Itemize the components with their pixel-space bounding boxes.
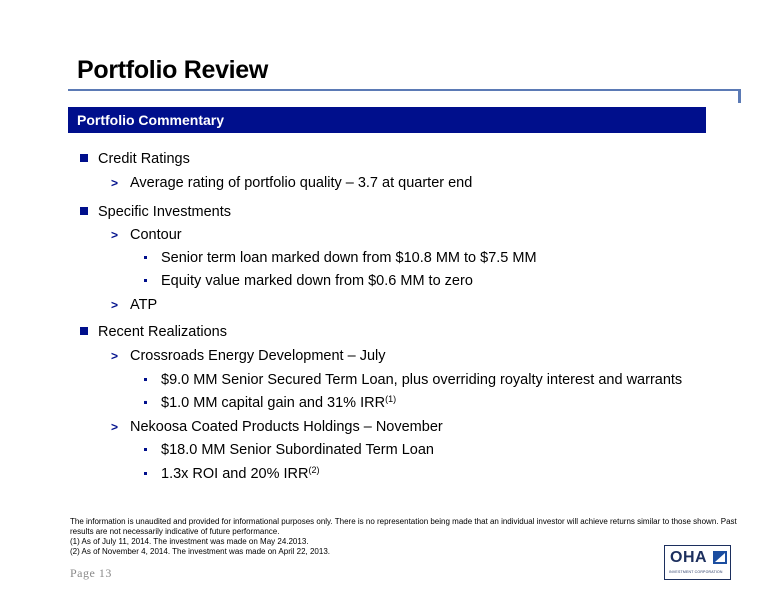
- disclaimer-text: The information is unaudited and provided for informational purposes only. There is no representation being made that an individual investor will achieve returns similar to those shown. Past results are not necessarily indicative of future performance.: [70, 517, 737, 536]
- small-square-bullet-icon: [144, 279, 147, 282]
- contour-item: Equity value marked down from $0.6 MM to zero: [161, 273, 473, 289]
- average-rating-text: Average rating of portfolio quality – 3.7 at quarter end: [130, 175, 473, 191]
- small-square-bullet-icon: [144, 401, 147, 404]
- contour-item: Senior term loan marked down from $10.8 MM to $7.5 MM: [161, 250, 537, 266]
- small-square-bullet-icon: [144, 472, 147, 475]
- credit-ratings-label: Credit Ratings: [98, 151, 190, 167]
- chevron-right-icon: >: [111, 349, 119, 363]
- contour-label: Contour: [130, 227, 182, 243]
- chevron-right-icon: >: [111, 176, 119, 190]
- oha-logo: [664, 545, 731, 580]
- section-heading: Portfolio Commentary: [68, 107, 706, 133]
- footnote: (1) As of July 11, 2014. The investment was made on May 24.2013.: [70, 537, 309, 546]
- nekoosa-label: Nekoosa Coated Products Holdings – November: [130, 419, 443, 435]
- small-square-bullet-icon: [144, 378, 147, 381]
- logo-text: OHA: [670, 549, 708, 566]
- crossroads-item: $9.0 MM Senior Secured Term Loan, plus overriding royalty interest and warrants: [161, 372, 683, 388]
- footnote-ref: (2): [308, 465, 320, 475]
- logo-subtext: INVESTMENT CORPORATION: [669, 570, 723, 574]
- chevron-right-icon: >: [111, 228, 119, 242]
- crossroads-item-text: $1.0 MM capital gain and 31% IRR: [161, 395, 386, 411]
- chevron-right-icon: >: [111, 420, 119, 434]
- nekoosa-item-text: 1.3x ROI and 20% IRR: [161, 466, 309, 482]
- square-bullet-icon: [80, 327, 88, 335]
- crossroads-label: Crossroads Energy Development – July: [130, 348, 386, 364]
- small-square-bullet-icon: [144, 256, 147, 259]
- nekoosa-item: [161, 465, 320, 483]
- footnote-ref: (1): [385, 394, 397, 404]
- square-bullet-icon: [80, 207, 88, 215]
- recent-realizations-label: Recent Realizations: [98, 324, 227, 340]
- page-number: Page 13: [70, 566, 112, 580]
- chevron-right-icon: >: [111, 298, 119, 312]
- title-rule-tick: [738, 89, 741, 103]
- atp-label: ATP: [130, 297, 158, 313]
- crossroads-item: [161, 394, 396, 412]
- nekoosa-item: $18.0 MM Senior Subordinated Term Loan: [161, 442, 434, 458]
- disclaimer: [70, 517, 738, 557]
- small-square-bullet-icon: [144, 448, 147, 451]
- specific-investments-label: Specific Investments: [98, 204, 231, 220]
- footnote: (2) As of November 4, 2014. The investment was made on April 22, 2013.: [70, 547, 330, 556]
- logo-mark-icon: [713, 551, 727, 564]
- square-bullet-icon: [80, 154, 88, 162]
- page-title: Portfolio Review: [77, 56, 269, 84]
- title-rule: [68, 89, 740, 91]
